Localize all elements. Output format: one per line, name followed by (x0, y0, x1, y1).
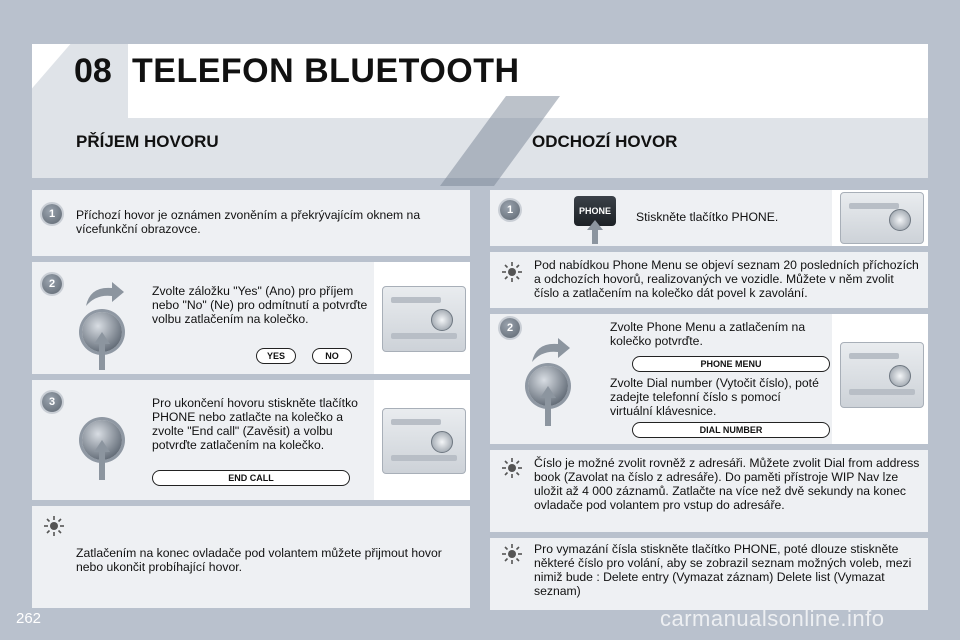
right-step2-text-a: Zvolte Phone Menu a zatlačením na kolečko potvrďte. (610, 320, 806, 348)
page-number: 262 (16, 610, 42, 627)
right-tip3-text: Pro vymazání čísla stiskněte tlačítko PHONE, poté dlouze stiskněte některé číslo pro volání, aby se zobrazil seznam možných voleb, mezi nimiž bude : Delete entry (Vymazat záznam) Delete list (Vymazat seznam) (534, 542, 912, 598)
watermark: carmanualsonline.info (660, 606, 885, 631)
page-title: TELEFON BLUETOOTH (132, 52, 520, 90)
yes-button[interactable]: YES (256, 348, 296, 364)
no-button[interactable]: NO (312, 348, 352, 364)
radio-illustration-area (374, 262, 470, 374)
dial-number-button[interactable]: DIAL NUMBER (632, 422, 830, 438)
radio-illustration-area (374, 380, 470, 500)
end-call-button[interactable]: END CALL (152, 470, 350, 486)
left-step3-panel (32, 380, 470, 500)
radio-illustration-area (832, 190, 928, 246)
left-tip-text: Zatlačením na konec ovladače pod volantem můžete přijmout hovor nebo ukončit probíhající hovor. (76, 546, 442, 574)
step-badge: 2 (42, 274, 62, 294)
push-arrow-icon (94, 440, 110, 480)
chapter-number: 08 (74, 52, 112, 90)
tip-lightbulb-icon (502, 544, 522, 564)
push-arrow-icon (540, 386, 556, 426)
left-step1-panel (32, 190, 470, 256)
right-section-title: ODCHOZÍ HOVOR (532, 132, 678, 151)
radio-unit-icon (382, 286, 466, 352)
right-tip2-panel (490, 450, 928, 532)
left-step1-text: Příchozí hovor je oznámen zvoněním a překrývajícím oknem na vícefunkční obrazovce. (76, 208, 421, 236)
right-tip1-panel (490, 252, 928, 308)
right-tip1-text: Pod nabídkou Phone Menu se objeví seznam 20 posledních příchozích a odchozích hovorů, realizovaných ve vozidle. Můžete v něm zvolit číslo a zatlačením na kolečko dát povel k zavolání. (534, 258, 919, 300)
push-arrow-icon (587, 220, 603, 244)
right-tip2-text: Číslo je možné zvolit rovněž z adresáři. Můžete zvolit Dial from address book (Zavolat na číslo z adresáře). Do paměti přístroje WIP Nav lze uložit až 4 000 záznamů. Zatlačte na více než dvě sekundy na konec ovladače pod volantem pro vstup do adresáře. (534, 456, 920, 512)
right-step1-panel (490, 190, 928, 246)
right-step2-panel (490, 314, 928, 444)
left-section-title: PŘÍJEM HOVORU (76, 132, 219, 151)
tip-lightbulb-icon (44, 516, 64, 536)
tip-lightbulb-icon (502, 262, 522, 282)
step-badge: 3 (42, 392, 62, 412)
left-step2-text: Zvolte záložku "Yes" (Ano) pro příjem nebo "No" (Ne) pro odmítnutí a potvrďte volbu zatlačením na kolečko. (152, 284, 368, 326)
rotate-arrow-icon (82, 280, 126, 308)
left-step3-text: Pro ukončení hovoru stiskněte tlačítko PHONE nebo zatlačte na kolečko a zvolte "End call" (Zavěsit) a volbu potvrďte zatlačením na kolečko. (152, 396, 358, 452)
phone-menu-button[interactable]: PHONE MENU (632, 356, 830, 372)
right-step1-text: Stiskněte tlačítko PHONE. (636, 210, 779, 224)
radio-unit-icon (840, 192, 924, 244)
step-badge: 1 (42, 204, 62, 224)
right-step2-text-b: Zvolte Dial number (Vytočit číslo), poté zadejte telefonní číslo s pomocí virtuální klávesnice. (610, 376, 819, 418)
left-tip-panel (32, 506, 470, 608)
left-step2-panel (32, 262, 470, 374)
step-badge: 1 (500, 200, 520, 220)
rotate-arrow-icon (528, 336, 572, 364)
radio-illustration-area (832, 314, 928, 444)
tip-lightbulb-icon (502, 458, 522, 478)
push-arrow-icon (94, 332, 110, 370)
right-tip3-panel (490, 538, 928, 610)
step-badge: 2 (500, 318, 520, 338)
radio-unit-icon (840, 342, 924, 408)
phone-button-icon: PHONE (574, 196, 616, 226)
radio-unit-icon (382, 408, 466, 474)
